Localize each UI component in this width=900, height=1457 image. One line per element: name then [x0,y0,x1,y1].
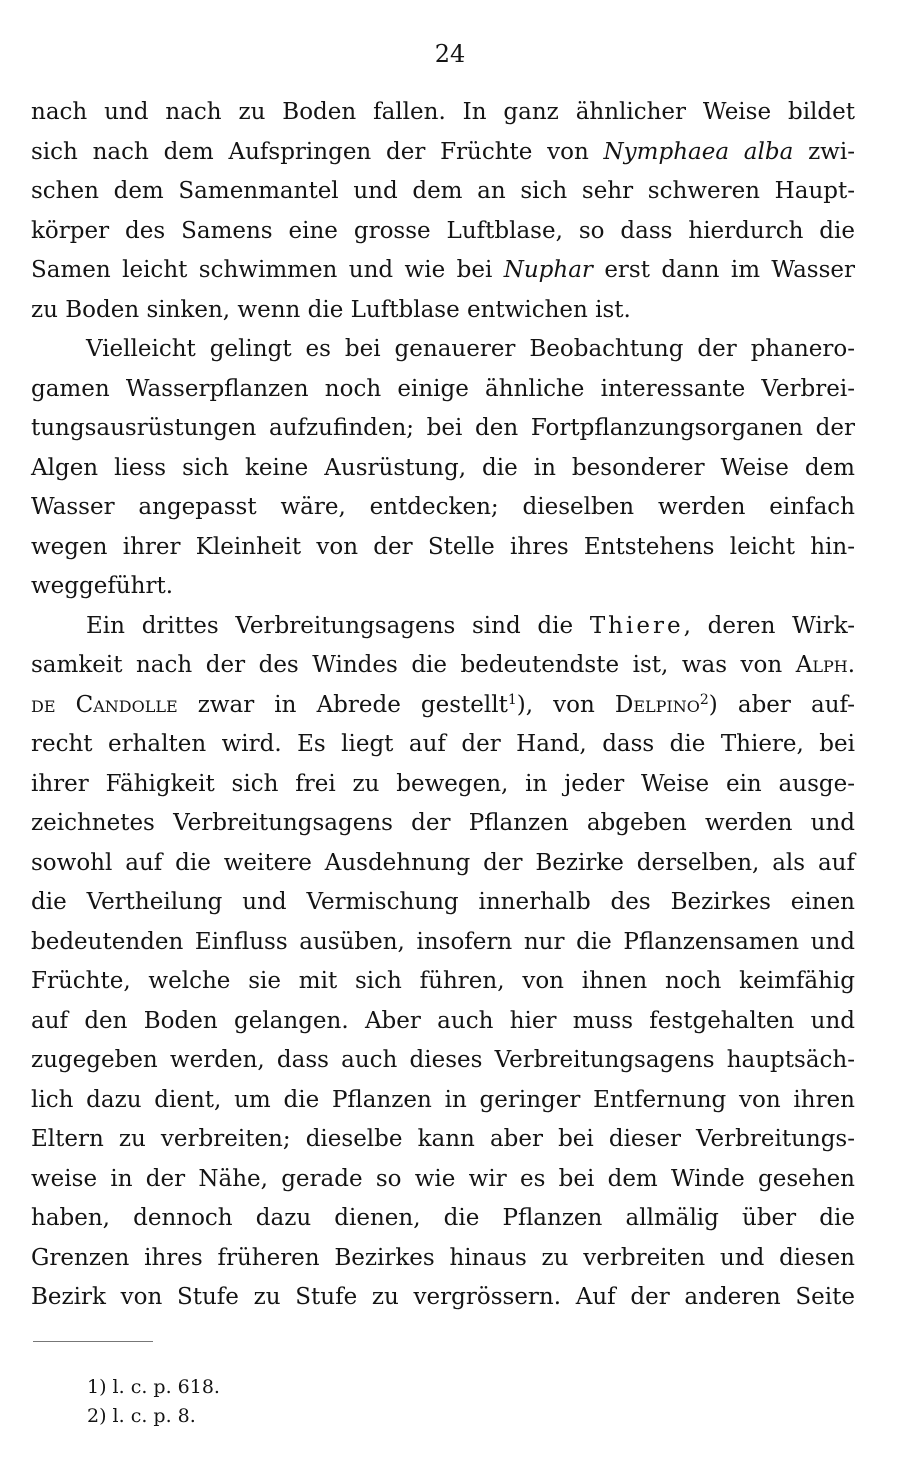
author-name: de Candolle [31,691,178,718]
text-line: Eltern zu verbreiten; dieselbe kann aber bei dieser Verbreitungs- [31,1126,855,1152]
text-line: lich dazu dient, um die Pflanzen in geringer Entfernung von ihren [31,1086,855,1113]
page-number: 24 [434,40,466,68]
footnote: 1) l. c. p. 618. [87,1376,220,1398]
text-line: de Candolle zwar in Abrede gestellt$^1$), von Delpino$^2$) aber auf- [31,691,855,718]
text-line: die Vertheilung und Vermischung innerhalb des Bezirkes einen [31,889,855,915]
italic-genus-name: Nuphar [503,257,593,283]
text-line: haben, dennoch dazu dienen, die Pflanzen allmälig über die [31,1205,855,1231]
text-line: ihrer Fähigkeit sich frei zu bewegen, in jeder Weise ein ausge- [31,770,855,797]
text-line: zu Boden sinken, wenn die Luftblase entwichen ist. [31,296,631,323]
text-line: Früchte, welche sie mit sich führen, von ihnen noch keimfähig [31,968,855,994]
footnote-ref: 1 [507,691,517,708]
paragraph-start-line: Ein drittes Verbreitungsagens sind die Thiere, deren Wirk- [86,612,855,639]
text-line: Bezirk von Stufe zu Stufe zu vergrössern. Auf der anderen Seite [31,1284,855,1310]
text-line: sowohl auf die weitere Ausdehnung der Bezirke derselben, als auf [31,849,855,876]
text-line: Wasser angepasst wäre, entdecken; dieselben werden einfach [31,494,855,520]
text-line: weise in der Nähe, gerade so wie wir es bei dem Winde gesehen [31,1165,855,1192]
text-line: tungsausrüstungen aufzufinden; bei den Fortpflanzungsorganen der [31,415,855,441]
text-line: zeichnetes Verbreitungsagens der Pflanzen abgeben werden und [31,810,855,836]
text-line: körper des Samens eine grosse Luftblase, so dass hierdurch die [31,217,855,244]
text-line: gamen Wasserpflanzen noch einige ähnliche interessante Verbrei- [31,375,855,402]
footnotes [87,1373,220,1431]
text-line: wegen ihrer Kleinheit von der Stelle ihres Entstehens leicht hin- [31,533,855,560]
text-line: sich nach dem Aufspringen der Früchte von Nymphaea alba zwi- [31,138,855,165]
text-line: nach und nach zu Boden fallen. In ganz ähnlicher Weise bildet [31,99,855,125]
footnote-ref: 2 [699,691,709,708]
text-line: recht erhalten wird. Es liegt auf der Hand, dass die Thiere, bei [31,731,855,757]
text-line: Grenzen ihres früheren Bezirkes hinaus zu verbreiten und diesen [31,1244,855,1271]
spaced-emphasis: Thiere [589,612,684,639]
body-text [31,93,855,1318]
author-name: Alph. [795,652,855,678]
author-name: Delpino [614,691,700,718]
text-line: bedeutenden Einfluss ausüben, insofern nur die Pflanzensamen und [31,928,855,955]
text-line: auf den Boden gelangen. Aber auch hier muss festgehalten und [31,1007,855,1034]
text-line: weggeführt. [31,573,174,599]
text-line: schen dem Samenmantel und dem an sich sehr schweren Haupt- [31,178,855,204]
paragraph-start-line: Vielleicht gelingt es bei genauerer Beobachtung der phanero- [86,336,855,362]
italic-species-name: Nymphaea alba [603,138,794,165]
text-line: samkeit nach der des Windes die bedeutendste ist, was von Alph. [31,652,855,678]
text-line: zugegeben werden, dass auch dieses Verbreitungsagens hauptsäch- [31,1047,855,1073]
text-line: Algen liess sich keine Ausrüstung, die in besonderer Weise dem [31,454,855,481]
footnote: 2) l. c. p. 8. [87,1405,196,1427]
text-line: Samen leicht schwimmen und wie bei Nuphar erst dann im Wasser [31,257,855,283]
footnote-divider [33,1341,153,1342]
